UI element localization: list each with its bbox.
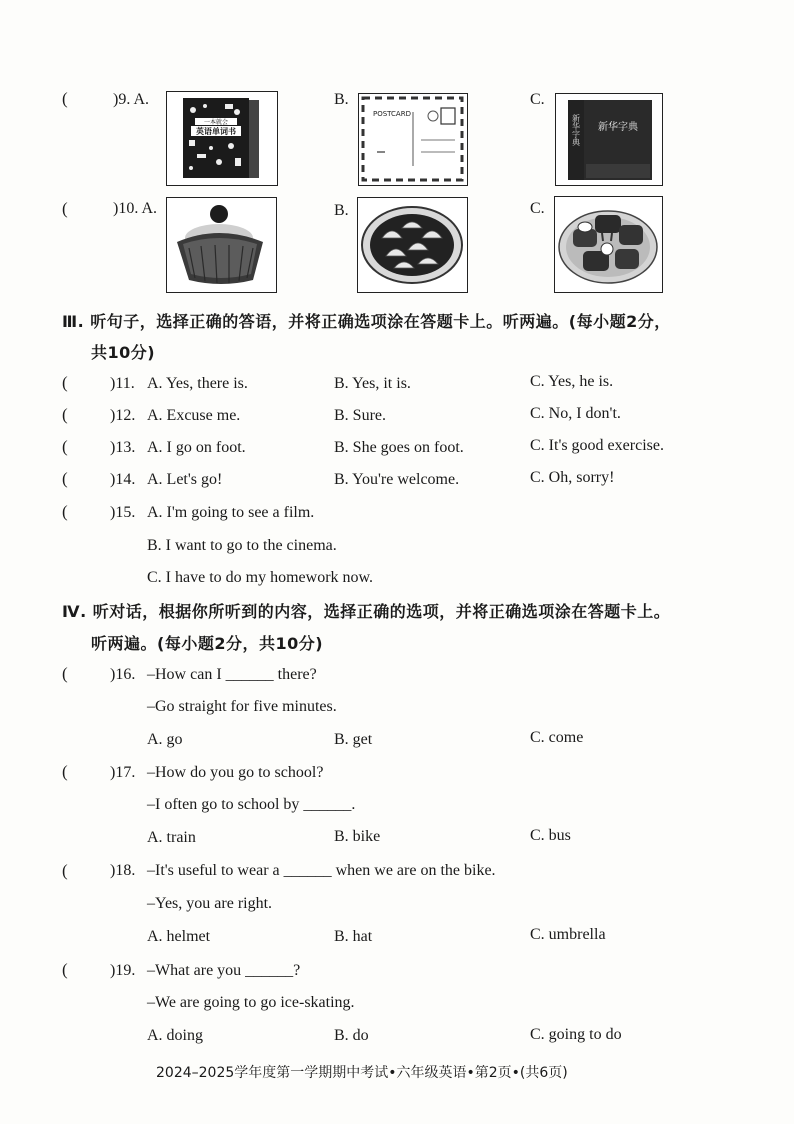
question-number: )18. [110,862,136,879]
answer-paren: ( [62,762,68,781]
question-number: )9. A. [113,91,149,108]
option-a: A. I go on foot. [147,439,246,456]
option-a: A. Let's go! [147,471,223,488]
option-c: C. Yes, he is. [530,373,614,390]
option-c: C. It's good exercise. [530,437,664,454]
option-image-dictionary [555,93,663,186]
option-b-label: B. [334,91,349,108]
option-b: B. hat [334,928,373,945]
dictionary-text: 新华字典 [598,122,638,133]
option-c: C. No, I don't. [530,405,621,422]
svg-text:新华字典: 新华字典 [571,114,581,146]
option-a: A. go [147,731,183,748]
option-b: B. You're welcome. [334,471,460,488]
question-number: )17. [110,764,136,781]
option-image-dumplings [357,197,468,293]
question-number: )13. [110,439,136,456]
option-b: B. bike [334,828,381,845]
option-b-label: B. [334,202,349,219]
option-b: B. Yes, it is. [334,375,411,392]
answer-paren: ( [62,89,68,108]
question-number: )14. [110,471,136,488]
dialogue-line-2: –Go straight for five minutes. [147,698,337,715]
book-top-text: 一本就会 [203,119,229,126]
option-c: C. come [530,729,584,746]
question-number: )12. [110,407,136,424]
answer-paren: ( [62,502,68,521]
answer-paren: ( [62,437,68,456]
option-image-postcard [358,93,468,186]
section-4-title: Ⅳ. 听对话，根据你所听到的内容，选择正确的选项，并将正确选项涂在答题卡上。 [62,602,671,621]
section-3-title-cont: 共10分) [91,343,156,362]
option-c-label: C. [530,91,545,108]
dialogue-line-1: –How can I ______ there? [147,666,317,683]
dialogue-line-1: –It's useful to wear a ______ when we are on the bike. [147,862,496,879]
option-b: B. do [334,1027,369,1044]
answer-paren: ( [62,469,68,488]
option-image-book [166,91,278,186]
option-b: B. Sure. [334,407,386,424]
option-a: A. train [147,829,196,846]
option-image-cupcake [166,197,277,293]
dialogue-line-1: –What are you ______? [147,962,301,979]
book-cover-text: 英语单词书 [196,127,236,136]
option-a: A. Yes, there is. [147,375,248,392]
option-c: C. I have to do my homework now. [147,569,374,586]
option-b: B. I want to go to the cinema. [147,537,337,554]
question-number: )15. [110,504,136,521]
dialogue-line-1: –How do you go to school? [147,764,324,781]
option-c: C. Oh, sorry! [530,469,615,486]
answer-paren: ( [62,664,68,683]
section-3-title: Ⅲ. 听句子，选择正确的答语，并将正确选项涂在答题卡上。听两遍。(每小题2分， [62,312,671,331]
dialogue-line-2: –Yes, you are right. [147,895,273,912]
option-image-mooncakes [554,196,663,293]
answer-paren: ( [62,960,68,979]
option-a: A. helmet [147,928,211,945]
question-number: )10. A. [113,200,157,217]
postcard-text: POSTCARD [373,110,411,118]
option-a: A. doing [147,1027,203,1044]
option-a: A. Excuse me. [147,407,241,424]
page-footer: 2024–2025学年度第一学期期中考试•六年级英语•第2页•(共6页) [156,1065,568,1081]
question-number: )16. [110,666,136,683]
answer-paren: ( [62,373,68,392]
option-b: B. She goes on foot. [334,439,464,456]
option-c-label: C. [530,200,545,217]
answer-paren: ( [62,199,68,218]
question-number: )19. [110,962,136,979]
question-number: )11. [110,375,135,392]
option-c: C. going to do [530,1026,622,1043]
dialogue-line-2: –I often go to school by ______. [147,796,356,813]
option-a: A. I'm going to see a film. [147,504,315,521]
dialogue-line-2: –We are going to go ice-skating. [147,994,355,1011]
answer-paren: ( [62,405,68,424]
section-4-title-cont: 听两遍。(每小题2分，共10分) [91,634,324,653]
answer-paren: ( [62,861,68,880]
option-c: C. bus [530,827,571,844]
option-b: B. get [334,731,373,748]
option-c: C. umbrella [530,926,606,943]
